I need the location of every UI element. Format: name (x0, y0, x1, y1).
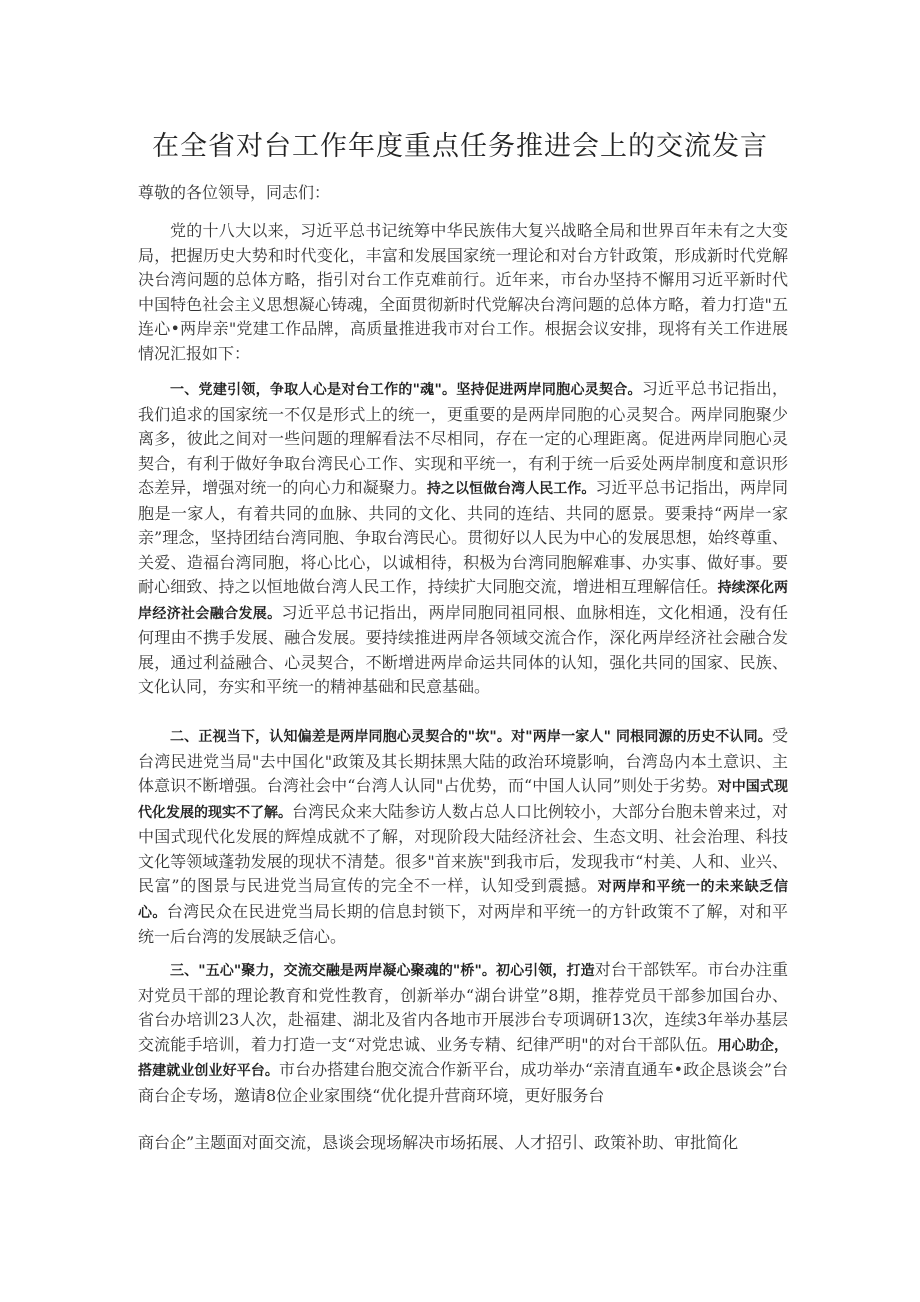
section-2-text-1: 受台湾民进党当局"去中国化"政策及其长期抹黑大陆的政治环境影响，台湾岛内本土意识、主体意识不断增强。台湾社会中“台湾人认同"占优势，而“中国人认同”则处于劣势。 (138, 726, 788, 795)
section-2-subheading-1: 对中国式现代化发展的现实不了解。 (138, 779, 788, 821)
section-1-subheading-1: 持之以恒做台湾人民工作。 (426, 481, 596, 497)
section-1-text-1: 习近平总书记指出，我们追求的国家统一不仅是形式上的统一，更重要的是两岸同胞的心灵契合。两岸同胞聚少离多，彼此之间对一些问题的理解看法不尽相同，存在一定的心理距离。促进两岸同胞心灵契合，有利于做好争取台湾民心工作、实现和平统一，有利于统一后妥处两岸制度和意识形态差异，增强对统一的向心力和凝聚力。 (138, 379, 788, 497)
section-2-text-3: 台湾民众在民进党当局长期的信息封锁下，对两岸和平统一的方针政策不了解，对和平统一后台湾的发展缺乏信心。 (138, 901, 788, 946)
section-3-paragraph (138, 958, 788, 1108)
section-1-paragraph (138, 377, 788, 700)
intro-paragraph: 党的十八大以来，习近平总书记统筹中华民族伟大复兴战略全局和世界百年未有之大变局，把握历史大势和时代变化，丰富和发展国家统一理论和对台方针政策，形成新时代党解决台湾问题的总体方略，指引对台工作克难前行。近年来，市台办坚持不懈用习近平新时代中国特色社会主义思想凝心铸魂，全面贯彻新时代党解决台湾问题的总体方略，着力打造"五连心•两岸亲"党建工作品牌，高质量推进我市对台工作。根据会议安排，现将有关工作进展情况汇报如下： (138, 221, 788, 363)
section-1-text-2: 习近平总书记指出，两岸同胞是一家人，有着共同的血脉、共同的文化、共同的连结、共同的愿景。要秉持“两岸一家亲”理念，坚持团结台湾同胞、争取台湾民心。贯彻好以人民为中心的发展思想，始终尊重、关爱、造福台湾同胞，将心比心，以诚相待，积极为台湾同胞解难事、办实事、做好事。要耐心细致、持之以恒地做台湾人民工作，持续扩大同胞交流，增进相互理解信任。 (138, 478, 788, 596)
section-1-heading: 一、党建引领，争取人心是对台工作的"魂"。坚持促进两岸同胞心灵契合。 (170, 382, 642, 398)
continuation-paragraph: 商台企”主题面对面交流，恳谈会现场解决市场拓展、人才招引、政策补助、审批简化 (138, 1133, 739, 1152)
section-1-subheading-2: 持续深化两岸经济社会融合发展。 (138, 580, 788, 622)
page-title: 在全省对台工作年度重点任务推进会上的交流发言 (152, 131, 768, 162)
greeting: 尊敬的各位领导，同志们： (138, 183, 331, 202)
section-2-text-2: 台湾民众来大陆参访人数占总人口比例较小，大部分台胞未曾来过，对中国式现代化发展的辉煌成就不了解，对现阶段大陆经济社会、生态文明、社会治理、科技文化等领域蓬勃发展的现状不清楚。很多"首来族"到我市后，发现我市“村美、人和、业兴、民富”的图景与民进党当局宣传的完全不一样，认知受到震撼。 (138, 801, 789, 895)
section-2-heading: 二、正视当下，认知偏差是两岸同胞心灵契合的"坎"。对"两岸一家人" 同根同源的历史不认同。 (170, 729, 772, 745)
section-2-subheading-2: 对两岸和平统一的未来缺乏信心。 (138, 879, 788, 921)
section-3-subheading-1: 用心助企，搭建就业创业好平台。 (138, 1037, 788, 1079)
section-1-text-3: 习近平总书记指出，两岸同胞同祖同根、血脉相连，文化相通，没有任何理由不携手发展、融合发展。要持续推进两岸各领域交流合作，深化两岸经济社会融合发展，通过利益融合、心灵契合，不断增进两岸命运共同体的认知，强化共同的国家、民族、文化认同，夯实和平统一的精神基础和民意基础。 (138, 602, 788, 696)
section-3-text-2: 市台办搭建台胞交流合作新平台，成功举办“亲清直通车•政企恳谈会”台商台企专场，邀请8位企业家围绕“优化提升营商环境，更好服务台 (138, 1060, 788, 1105)
section-3-text-1: 对台干部铁军。市台办注重对党员干部的理论教育和党性教育，创新举办“湖台讲堂”8期，推荐党员干部参加国台办、省台办培训23人次，赴福建、湖北及省内各地市开展涉台专项调研13次，连续3年举办基层交流能手培训，着力打造一支“对党忠诚、业务专精、纪律严明"的对台干部队伍。 (138, 960, 788, 1054)
section-2-paragraph (138, 724, 788, 950)
section-3-heading: 三、"五心"聚力，交流交融是两岸凝心聚魂的"桥"。初心引领，打造 (170, 963, 595, 979)
